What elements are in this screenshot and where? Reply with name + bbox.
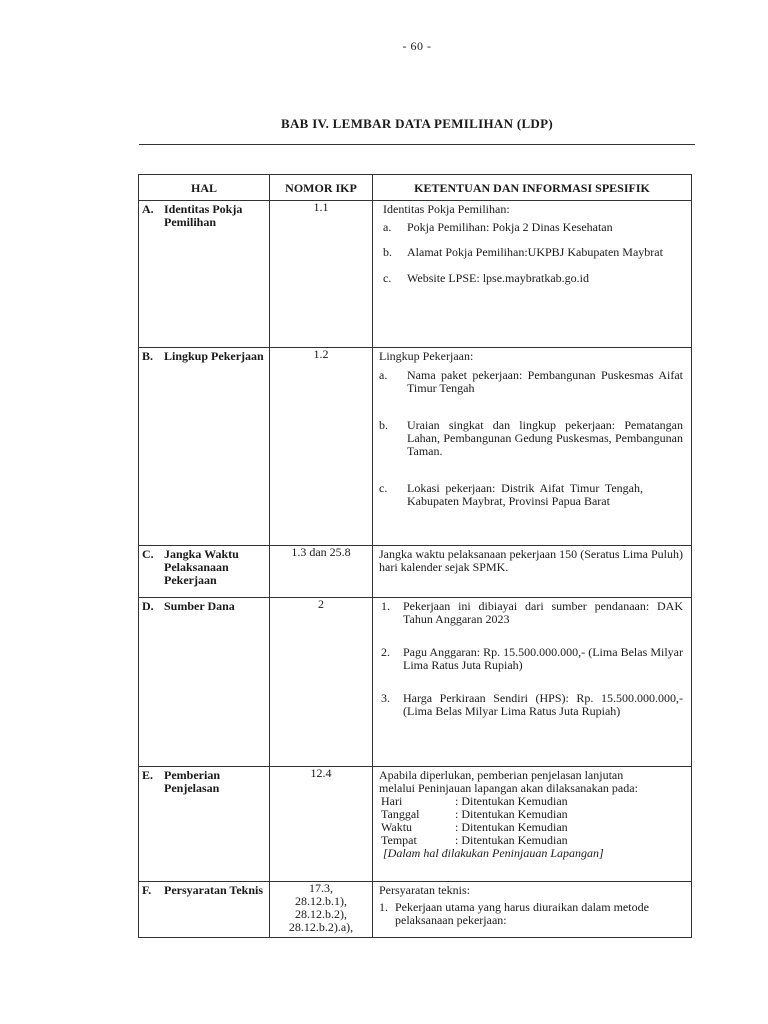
hal-label: Persyaratan Teknis <box>164 883 264 897</box>
list-item <box>379 600 683 626</box>
table-row-c <box>139 546 692 598</box>
schedule-label: Waktu <box>381 820 413 834</box>
ikp-line: 17.3, <box>309 881 333 895</box>
table-row-b <box>139 348 692 546</box>
schedule-value: : Ditentukan Kemudian <box>455 820 568 834</box>
ketentuan-cell <box>373 882 692 938</box>
header-nomor-ikp: NOMOR IKP <box>270 175 373 201</box>
ketentuan-cell <box>373 201 692 348</box>
table-header-row <box>139 175 692 201</box>
table-row-a <box>139 201 692 348</box>
hal-label: Jangka Waktu Pelaksanaan Pekerjaan <box>164 547 239 587</box>
hal-cell <box>139 546 270 598</box>
hal-cell <box>139 767 270 882</box>
cell-intro: Identitas Pokja Pemilihan: <box>383 202 510 216</box>
item-text: Pokja Pemilihan: Pokja 2 Dinas Kesehatan <box>407 220 613 234</box>
document-title: BAB IV. LEMBAR DATA PEMILIHAN (LDP) <box>281 116 553 131</box>
hal-label: Sumber Dana <box>164 599 235 613</box>
ikp-cell: 1.1 <box>270 201 373 348</box>
item-marker: a. <box>379 368 388 382</box>
item-marker: 1. <box>381 599 390 613</box>
cell-intro: Persyaratan teknis: <box>379 883 470 897</box>
list-item <box>379 419 683 458</box>
schedule-value: : Ditentukan Kemudian <box>455 794 568 808</box>
ikp-line: 28.12.b.1), <box>295 894 347 908</box>
schedule-label: Tempat <box>381 833 417 847</box>
ikp-cell: 1.2 <box>270 348 373 546</box>
list-item <box>379 246 683 259</box>
ikp-line: 28.12.b.2), <box>295 907 347 921</box>
hal-cell <box>139 598 270 767</box>
item-text: Lokasi pekerjaan: Distrik Aifat Timur Tengah, Kabupaten Maybrat, Provinsi Papua Barat <box>407 481 643 508</box>
row-letter: C. <box>142 547 154 561</box>
list-item <box>379 692 683 718</box>
list-item <box>379 272 683 285</box>
ldp-table <box>138 174 692 938</box>
hal-cell <box>139 201 270 348</box>
item-marker: c. <box>383 271 392 285</box>
item-text: Pekerjaan ini dibiayai dari sumber pendanaan: DAK Tahun Anggaran 2023 <box>403 599 683 626</box>
ikp-line: 28.12.b.2).a), <box>288 920 354 934</box>
item-marker: a. <box>383 220 392 234</box>
table-row-f <box>139 882 692 938</box>
ketentuan-cell <box>373 767 692 882</box>
hal-cell <box>139 348 270 546</box>
hal-cell <box>139 882 270 938</box>
item-marker: 2. <box>381 645 390 659</box>
row-letter: D. <box>142 599 154 613</box>
page-number: - 60 - <box>402 39 432 53</box>
item-marker: b. <box>383 245 392 259</box>
row-letter: E. <box>142 768 154 782</box>
schedule-value: : Ditentukan Kemudian <box>455 807 568 821</box>
ikp-cell: 1.3 dan 25.8 <box>270 546 373 598</box>
item-text: Pagu Anggaran: Rp. 15.500.000.000,- (Lima Belas Milyar Lima Ratus Juta Rupiah) <box>403 645 683 672</box>
list-item <box>379 482 683 508</box>
hal-label: Lingkup Pekerjaan <box>164 349 264 363</box>
schedule-value: : Ditentukan Kemudian <box>455 833 568 847</box>
ikp-cell: 12.4 <box>270 767 373 882</box>
ketentuan-cell <box>373 348 692 546</box>
item-text: Alamat Pokja Pemilihan:UKPBJ Kabupaten Maybrat <box>407 245 663 259</box>
row-letter: A. <box>142 202 154 216</box>
item-marker: c. <box>379 481 388 495</box>
title-underline <box>139 144 695 145</box>
row-letter: F. <box>142 883 152 897</box>
cell-note: [Dalam hal dilakukan Peninjauan Lapangan] <box>383 846 604 860</box>
item-text: Nama paket pekerjaan: Pembangunan Puskesmas Aifat Timur Tengah <box>407 368 683 395</box>
item-text: Harga Perkiraan Sendiri (HPS): Rp. 15.500.000.000,- (Lima Belas Milyar Lima Ratus Juta Rupiah) <box>403 691 683 718</box>
ikp-cell <box>270 882 373 938</box>
item-marker: b. <box>379 418 388 432</box>
list-item <box>379 221 683 234</box>
ketentuan-cell <box>373 598 692 767</box>
item-marker: 1. <box>379 900 388 914</box>
cell-intro: Lingkup Pekerjaan: <box>379 349 474 363</box>
hal-label: Identitas Pokja Pemilihan <box>164 202 243 229</box>
table-row-e <box>139 767 692 882</box>
header-hal: HAL <box>139 175 270 201</box>
table-row-d <box>139 598 692 767</box>
ketentuan-cell <box>373 546 692 598</box>
item-text: Uraian singkat dan lingkup pekerjaan: Pematangan Lahan, Pembangunan Gedung Puskesmas, Pembangunan Taman. <box>407 418 683 458</box>
schedule-label: Hari <box>381 794 403 808</box>
cell-text: Apabila diperlukan, pemberian penjelasan lanjutan melalui Peninjauan lapangan akan dilaksanakan pada: <box>379 768 638 795</box>
hal-label: Pemberian Penjelasan <box>164 768 220 795</box>
cell-text: Jangka waktu pelaksanaan pekerjaan 150 (Seratus Lima Puluh) hari kalender sejak SPMK. <box>379 547 683 574</box>
list-item <box>379 646 683 672</box>
item-text: Pekerjaan utama yang harus diuraikan dalam metode pelaksanaan pekerjaan: <box>395 900 649 927</box>
item-marker: 3. <box>381 691 390 705</box>
schedule-label: Tanggal <box>381 807 420 821</box>
list-item <box>379 901 683 927</box>
ikp-cell: 2 <box>270 598 373 767</box>
item-text: Website LPSE: lpse.maybratkab.go.id <box>407 271 590 285</box>
header-ketentuan: KETENTUAN DAN INFORMASI SPESIFIK <box>373 175 692 201</box>
list-item <box>379 369 683 395</box>
row-letter: B. <box>142 349 154 363</box>
